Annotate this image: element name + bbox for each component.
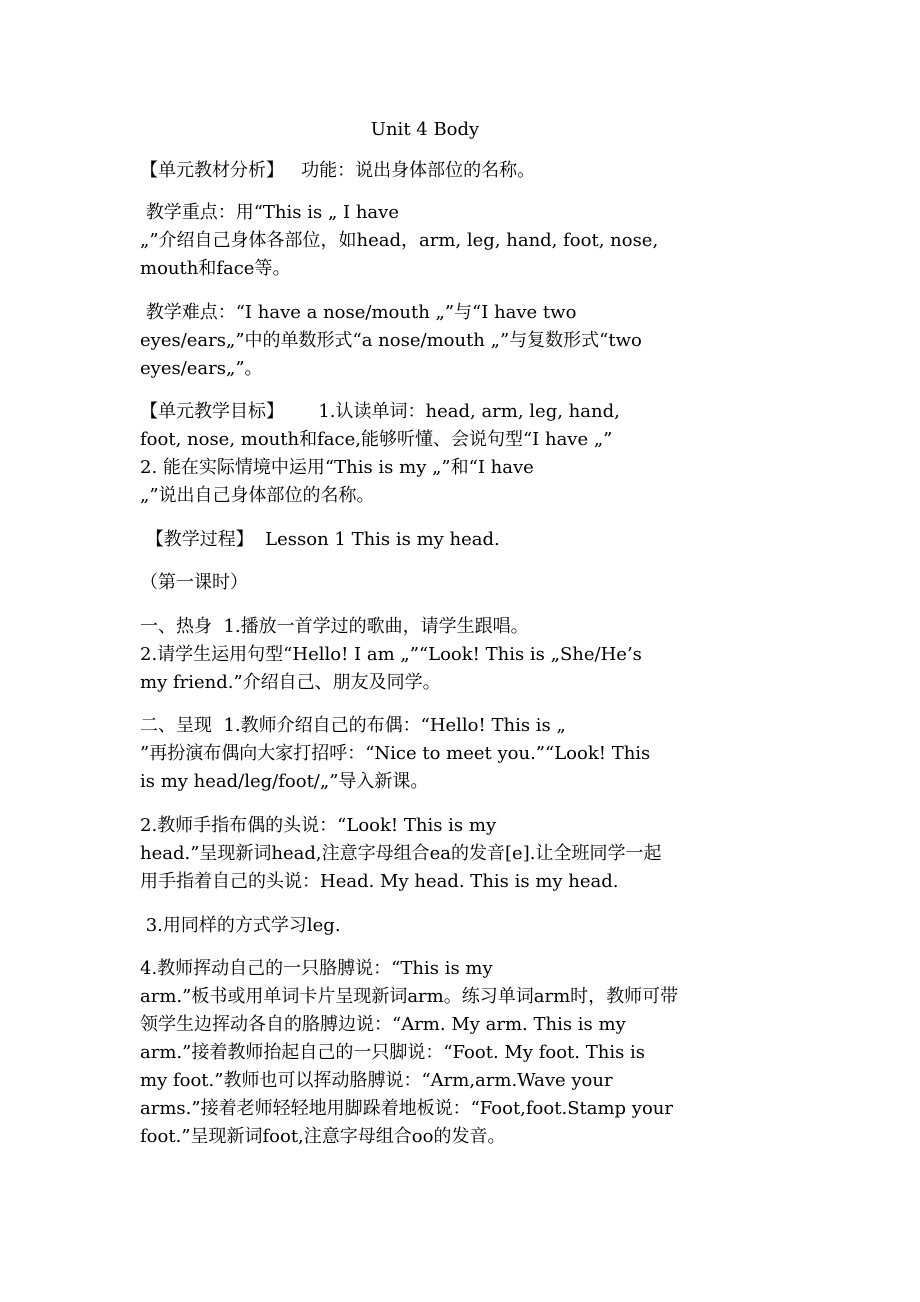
text-line: 一、热身 1.播放一首学过的歌曲，请学生跟唱。 (140, 616, 529, 637)
text-line: （第一课时） (140, 572, 248, 593)
text-line: arms.”接着老师轻轻地用脚跺着地板说：“Foot,foot.Stamp your (140, 1098, 674, 1119)
text-line: 4.教师挥动自己的一只胳膊说：“This is my (140, 958, 493, 979)
text-line: 2.请学生运用句型“Hello! I am „”“Look! This is „She/He’s (140, 644, 642, 665)
paragraph-first-lesson (140, 569, 790, 597)
paragraph-teaching-difficulty (140, 299, 790, 383)
paragraph-step-3 (140, 912, 790, 940)
paragraph-step-4 (140, 955, 790, 1151)
paragraph-teaching-focus (140, 199, 790, 283)
text-line: my foot.”教师也可以挥动胳膊说：“Arm,arm.Wave your (140, 1070, 613, 1091)
text-line: foot, nose, mouth和face,能够听懂、会说句型“I have „” (140, 429, 613, 450)
text-line: 教学重点：用“This is „ I have (140, 202, 399, 223)
text-line: foot.”呈现新词foot,注意字母组合oo的发音。 (140, 1126, 506, 1147)
paragraph-teaching-process (140, 526, 790, 554)
paragraph-unit-objectives (140, 398, 790, 510)
text-line: my friend.”介绍自己、朋友及同学。 (140, 672, 441, 693)
text-line: 二、呈现 1.教师介绍自己的布偶：“Hello! This is „ (140, 715, 566, 736)
text-line: eyes/ears„”。 (140, 358, 263, 379)
text-line: 【单元教学目标】 1.认读单词：head, arm, leg, hand, (140, 401, 620, 422)
text-line: 领学生边挥动各自的胳膊边说：“Arm. My arm. This is my (140, 1014, 626, 1035)
text-line: 用手指着自己的头说：Head. My head. This is my head. (140, 871, 619, 892)
paragraph-step-2 (140, 812, 790, 896)
text-line: „”介绍自己身体各部位，如head，arm, leg, hand, foot, nose, (140, 230, 659, 251)
paragraph-unit-analysis (140, 157, 790, 185)
text-line: 2.教师手指布偶的头说：“Look! This is my (140, 815, 497, 836)
paragraph-presentation (140, 712, 790, 796)
text-line: „”说出自己身体部位的名称。 (140, 485, 375, 506)
text-line: 教学难点：“I have a nose/mouth „”与“I have two (140, 302, 577, 323)
paragraph-warm-up (140, 613, 790, 697)
text-line: 2. 能在实际情境中运用“This is my „”和“I have (140, 457, 534, 478)
text-line: arm.”接着教师抬起自己的一只脚说：“Foot. My foot. This is (140, 1042, 646, 1063)
text-line: ”再扮演布偶向大家打招呼：“Nice to meet you.”“Look! This (140, 743, 651, 764)
text-line: 【单元教材分析】 功能：说出身体部位的名称。 (140, 160, 536, 181)
text-line: mouth和face等。 (140, 258, 291, 279)
document-title: Unit 4 Body (370, 119, 480, 140)
text-line: 【教学过程】 Lesson 1 This is my head. (140, 529, 500, 550)
text-line: is my head/leg/foot/„”导入新课。 (140, 771, 429, 792)
text-line: arm.”板书或用单词卡片呈现新词arm。练习单词arm时，教师可带 (140, 986, 679, 1007)
text-line: 3.用同样的方式学习leg. (140, 915, 341, 936)
text-line: head.”呈现新词head,注意字母组合ea的发音[e].让全班同学一起 (140, 843, 662, 864)
text-line: eyes/ears„”中的单数形式“a nose/mouth „”与复数形式“two (140, 330, 642, 351)
